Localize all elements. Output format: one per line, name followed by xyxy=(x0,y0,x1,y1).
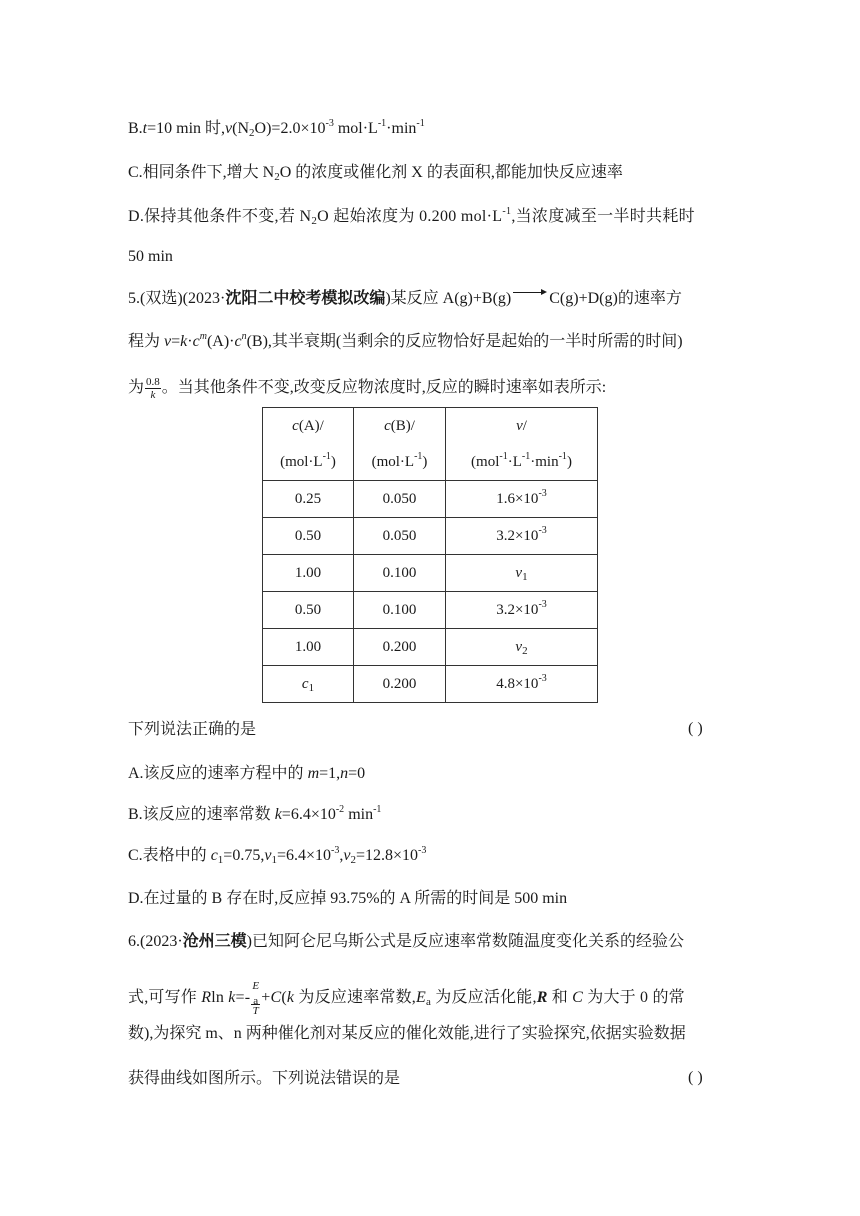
question-6-source: 沧州三模 xyxy=(182,933,247,950)
question-5-stem: 下列说法正确的是 xyxy=(128,721,257,738)
header-cB: c(B)/ $(mol\cdot L^{-1})$ xyxy=(354,408,446,481)
half-life-fraction: $\frac{0.8}{k}$ xyxy=(146,376,160,401)
q5-option-b: B.该反应的速率常数 $k=6.4\times 10^{-2}$ $\min^{-1}$ xyxy=(128,804,382,823)
table-row: 1.00 0.200 $v_2$ xyxy=(263,629,598,666)
question-5-line3: 为 $\frac{0.8}{k}$ 。当其他条件不变,改变反应物浓度时,反应的瞬时速率如表所示: xyxy=(128,376,607,401)
question-5-line1: 5.(双选)(2023·沈阳二中校考模拟改编)某反应 A(g)+B(g) C(g)+D(g)的速率方 xyxy=(128,287,682,309)
question-5-source: 沈阳二中校考模拟改编 xyxy=(225,290,386,307)
header-cA: c(A)/ $(mol\cdot L^{-1})$ xyxy=(263,408,354,481)
answer-bracket-q6: ( ) xyxy=(688,1069,703,1086)
table-row: $c_1$ 0.200 $4.8\times 10^{-3}$ xyxy=(263,666,598,703)
table-row: 1.00 0.100 $v_1$ xyxy=(263,555,598,592)
question-6-line2: 式,可写作 Rln k=- E $_a$ T +C(k 为反应速率常数$,E_a$ 为反应活化能,R 和 C 为大于 0 的常 xyxy=(128,980,685,1017)
option-d: D.保持其他条件不变,若 $N_2O$ 起始浓度为 0.200 $mol\cdot L^{-1}$,当浓度减至一半时共耗时 xyxy=(128,206,695,227)
arrhenius-fraction: E $_a$ T xyxy=(252,980,260,1017)
rate-data-table xyxy=(262,407,598,703)
option-b: B.t=10 min 时$,v(N_2O)=2.0\times 10^{-3}$ $mol\cdot L^{-1}\cdot\min^{-1}$ xyxy=(128,118,425,139)
reaction-arrow-icon xyxy=(513,287,547,299)
question-6-line1: 6.(2023·沧州三模)已知阿仑尼乌斯公式是反应速率常数随温度变化关系的经验公 xyxy=(128,933,685,950)
question-6-line4: 获得曲线如图所示。下列说法错误的是 xyxy=(128,1070,401,1087)
table-row: 0.25 0.050 $1.6\times 10^{-3}$ xyxy=(263,481,598,518)
header-v: v/ $(mol^{-1}\cdot L^{-1}\cdot\min^{-1})$ xyxy=(446,408,598,481)
table-header-row xyxy=(263,408,598,481)
option-c: C.相同条件下,增大 $N_2O$ 的浓度或催化剂 X 的表面积,都能加快反应速率 xyxy=(128,164,623,183)
question-6-line3: 数),为探究 m、n 两种催化剂对某反应的催化效能,进行了实验探究,依据实验数据 xyxy=(128,1025,686,1042)
table-row: 0.50 0.100 $3.2\times 10^{-3}$ xyxy=(263,592,598,629)
table-row: 0.50 0.050 $3.2\times 10^{-3}$ xyxy=(263,518,598,555)
q5-option-c: C.表格中的 $c_1=0.75,v_1=6.4\times 10^{-3},v_2=12.8\times 10^{-3}$ xyxy=(128,845,427,866)
q5-option-a: A.该反应的速率方程中的 m=1,n=0 xyxy=(128,765,366,782)
option-d-line2: 50 min xyxy=(128,248,173,265)
question-5-line2: 程为 $v=k\cdot c^m(A)\cdot c^n(B)$,其半衰期(当剩余的反应物恰好是起始的一半时所需的时间) xyxy=(128,331,683,350)
answer-bracket: ( ) xyxy=(688,720,703,737)
q5-option-d: D.在过量的 B 存在时,反应掉 93.75%的 A 所需的时间是 500 min xyxy=(128,890,568,907)
